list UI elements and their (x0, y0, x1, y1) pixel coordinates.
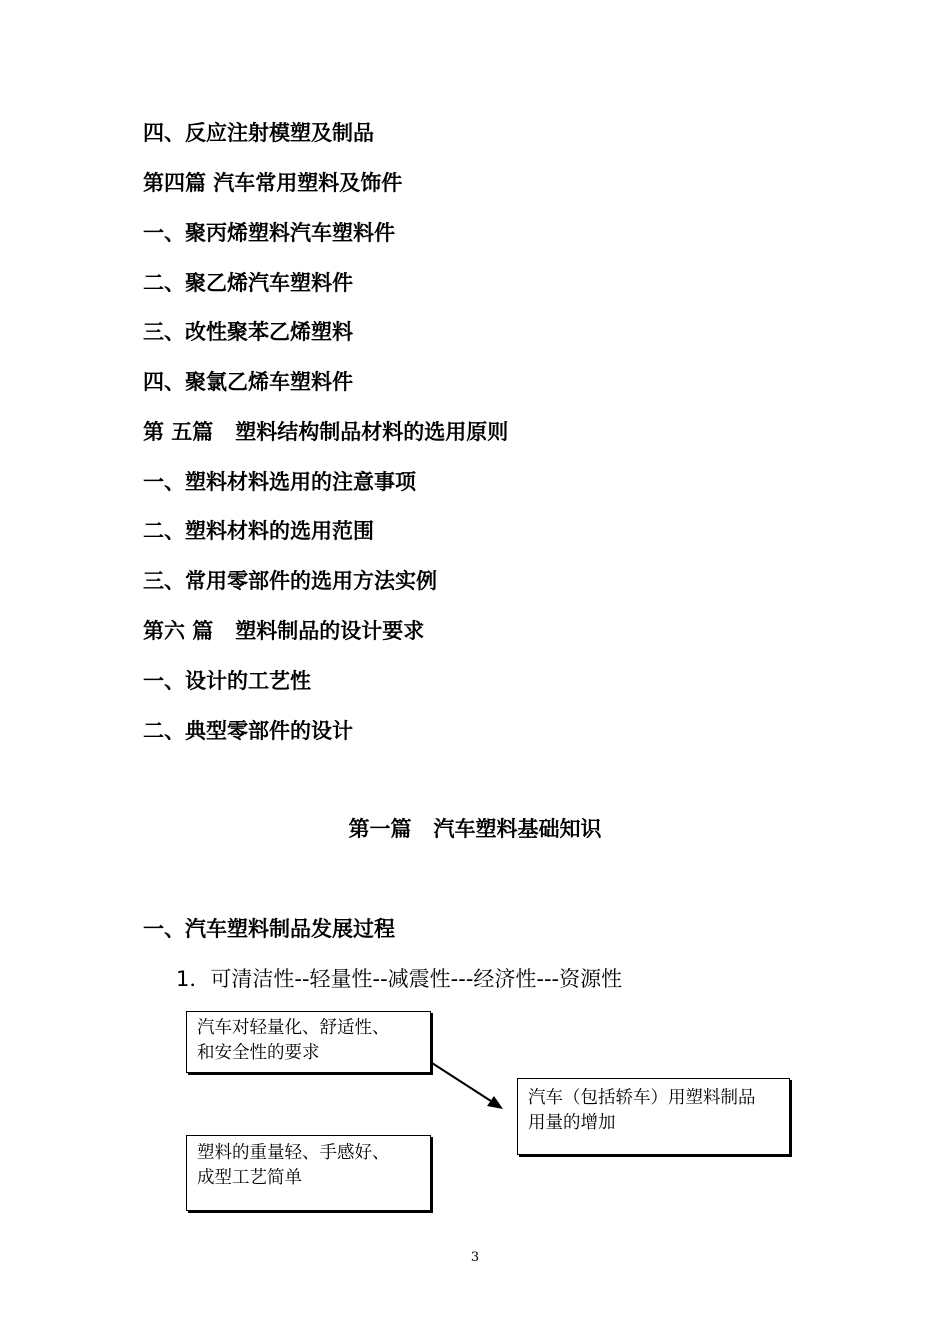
toc-line: 四、聚氯乙烯车塑料件 (143, 370, 353, 394)
page-number: 3 (470, 1250, 480, 1265)
box-text-line: 汽车对轻量化、舒适性、 (197, 1018, 390, 1038)
box-text-line: 和安全性的要求 (197, 1043, 320, 1063)
point-line: 1．可清洁性--轻量性--减震性---经济性---资源性 (176, 967, 623, 991)
toc-line: 第六 篇 塑料制品的设计要求 (143, 619, 425, 643)
toc-line: 二、塑料材料的选用范围 (143, 519, 374, 543)
toc-line: 一、聚丙烯塑料汽车塑料件 (143, 221, 395, 245)
box-text-line: 汽车（包括轿车）用塑料制品 (528, 1088, 756, 1108)
toc-line: 第四篇 汽车常用塑料及饰件 (143, 171, 403, 195)
sub-heading: 一、汽车塑料制品发展过程 (143, 917, 395, 941)
toc-line: 第 五篇 塑料结构制品材料的选用原则 (143, 420, 509, 444)
toc-line: 三、常用零部件的选用方法实例 (143, 569, 437, 593)
box-text-line: 用量的增加 (528, 1113, 616, 1133)
toc-line: 一、塑料材料选用的注意事项 (143, 470, 416, 494)
toc-line: 二、聚乙烯汽车塑料件 (143, 271, 353, 295)
toc-line: 三、改性聚苯乙烯塑料 (143, 320, 353, 344)
box-text-line: 塑料的重量轻、手感好、 (197, 1143, 390, 1163)
box-text-line: 成型工艺简单 (197, 1168, 302, 1188)
toc-line: 一、设计的工艺性 (143, 669, 311, 693)
toc-line: 二、典型零部件的设计 (143, 719, 353, 743)
section-title: 第一篇 汽车塑料基础知识 (348, 817, 602, 841)
toc-line: 四、反应注射模塑及制品 (143, 121, 374, 145)
